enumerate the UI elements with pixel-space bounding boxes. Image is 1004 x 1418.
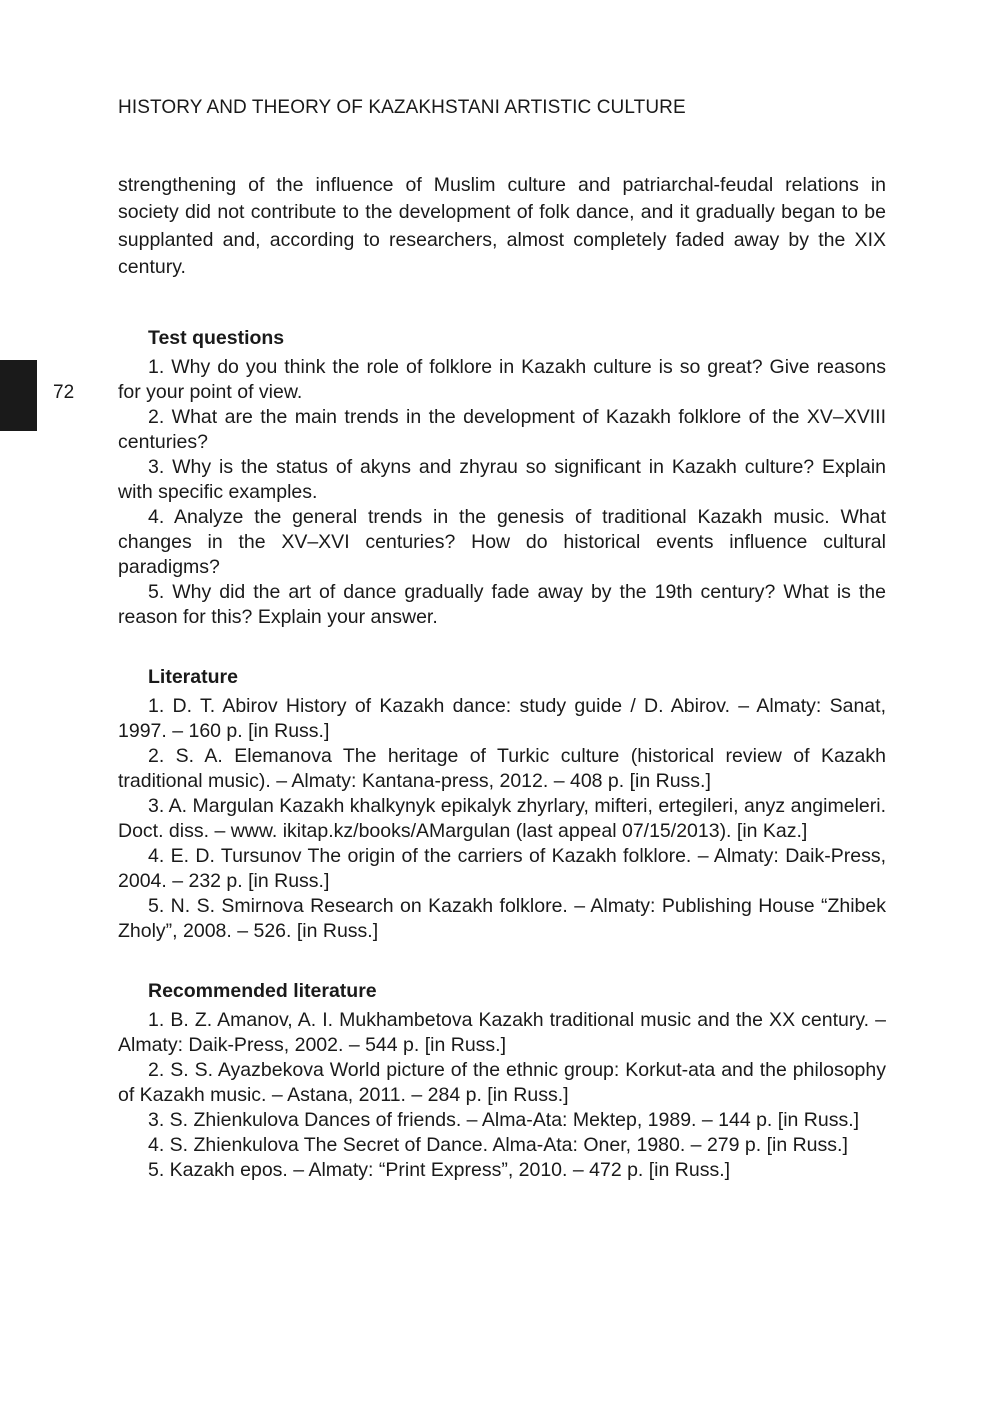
test-questions-list (118, 355, 886, 630)
list-item: 2. S. S. Ayazbekova World picture of the ethnic group: Korkut-ata and the philosophy of Kazakh music. – Astana, 2011. – 284 p. [in Russ.] (118, 1059, 886, 1107)
running-header: HISTORY AND THEORY OF KAZAKHSTANI ARTISTIC CULTURE (118, 97, 686, 118)
test-questions-section (118, 323, 886, 630)
list-item: 3. A. Margulan Kazakh khalkynyk epikalyk zhyrlary, mifteri, ertegileri, anyz angimeleri. Doct. diss. – www. ikitap.kz/books/AMargulan (last appeal 07/15/2013). [in Kaz.] (118, 795, 886, 843)
section-title-recommended-literature: Recommended literature (148, 980, 377, 1003)
section-title-literature: Literature (148, 666, 238, 689)
recommended-literature-section (118, 976, 886, 1183)
literature-section (118, 662, 886, 944)
list-item: 1. B. Z. Amanov, A. I. Mukhambetova Kazakh traditional music and the XX century. – Almaty: Daik-Press, 2002. – 544 p. [in Russ.] (118, 1009, 886, 1057)
page-body (118, 172, 886, 1183)
intro-paragraph: strengthening of the influence of Muslim culture and patriarchal-feudal relations in society did not contribute to the development of folk dance, and it gradually began to be supplanted and, according to researchers, almost completely faded away by the XIX century. (118, 174, 886, 278)
list-item: 5. N. S. Smirnova Research on Kazakh folklore. – Almaty: Publishing House “Zhibek Zholy”, 2008. – 526. [in Russ.] (118, 895, 886, 943)
list-item: 3. S. Zhienkulova Dances of friends. – Alma-Ata: Mektep, 1989. – 144 p. [in Russ.] (148, 1109, 860, 1132)
list-item: 2. What are the main trends in the development of Kazakh folklore of the XV–XVIII centuries? (118, 406, 886, 454)
section-title-test-questions: Test questions (148, 327, 285, 350)
list-item: 2. S. A. Elemanova The heritage of Turkic culture (historical review of Kazakh traditional music). – Almaty: Kantana-press, 2012. – 408 p. [in Russ.] (118, 745, 886, 793)
list-item: 1. D. T. Abirov History of Kazakh dance: study guide / D. Abirov. – Almaty: Sanat, 1997. – 160 p. [in Russ.] (118, 695, 886, 743)
literature-list (118, 694, 886, 944)
list-item: 4. E. D. Tursunov The origin of the carriers of Kazakh folklore. – Almaty: Daik-Press, 2004. – 232 p. [in Russ.] (118, 845, 886, 893)
list-item: 3. Why is the status of akyns and zhyrau so significant in Kazakh culture? Explain with specific examples. (118, 456, 886, 504)
list-item: 5. Kazakh epos. – Almaty: “Print Express”, 2010. – 472 p. [in Russ.] (148, 1159, 731, 1182)
list-item: 5. Why did the art of dance gradually fade away by the 19th century? What is the reason for this? Explain your answer. (118, 581, 886, 629)
recommended-literature-list (118, 1008, 886, 1183)
list-item: 1. Why do you think the role of folklore in Kazakh culture is so great? Give reasons for your point of view. (118, 356, 886, 404)
list-item: 4. Analyze the general trends in the genesis of traditional Kazakh music. What changes in the XV–XVI centuries? How do historical events influence cultural paradigms? (118, 506, 886, 579)
list-item: 4. S. Zhienkulova The Secret of Dance. Alma-Ata: Oner, 1980. – 279 p. [in Russ.] (148, 1134, 848, 1157)
chapter-tab-marker (0, 360, 37, 431)
page-number: 72 (53, 382, 75, 403)
